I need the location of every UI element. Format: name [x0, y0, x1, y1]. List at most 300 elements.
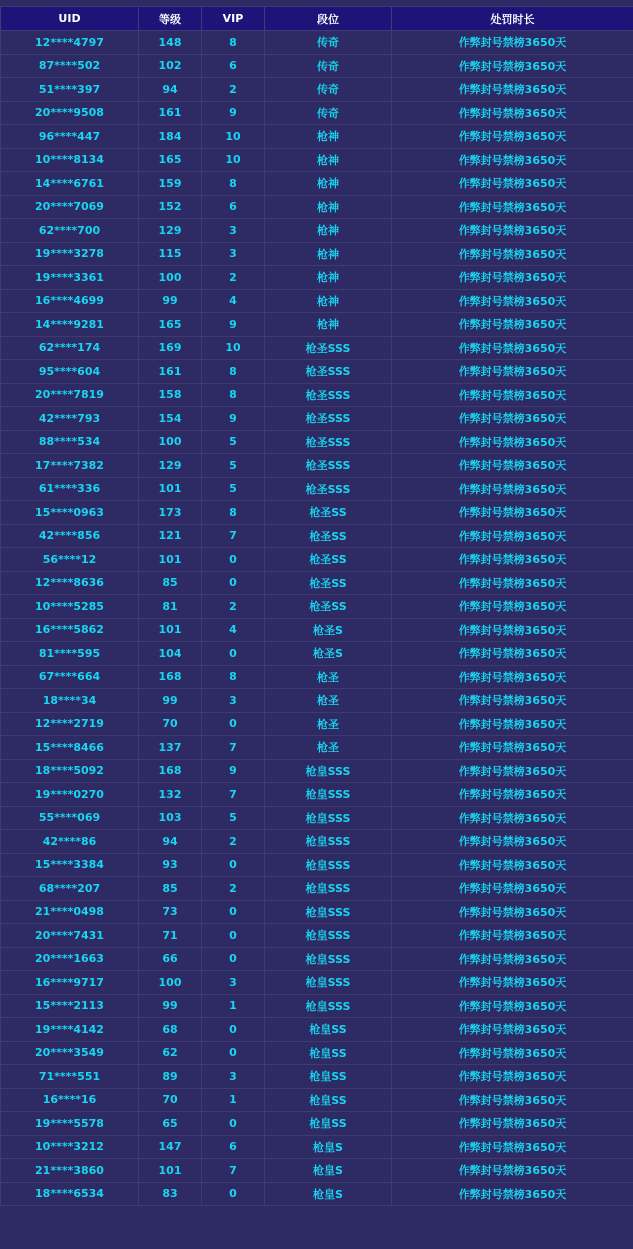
vip-cell: 3 [202, 971, 265, 995]
penalty-cell: 作弊封号禁榜3650天 [392, 360, 633, 384]
level-cell: 66 [139, 947, 202, 971]
penalty-cell: 作弊封号禁榜3650天 [392, 242, 633, 266]
level-cell: 129 [139, 219, 202, 243]
rank-cell: 枪皇SSS [265, 806, 392, 830]
vip-cell: 5 [202, 806, 265, 830]
level-cell: 115 [139, 242, 202, 266]
penalty-cell: 作弊封号禁榜3650天 [392, 924, 633, 948]
rank-cell: 枪皇SSS [265, 971, 392, 995]
table-row [1, 336, 633, 360]
table-row [1, 689, 633, 713]
rank-cell: 枪圣S [265, 642, 392, 666]
uid-cell: 16****5862 [1, 618, 139, 642]
rank-cell: 枪圣SSS [265, 360, 392, 384]
vip-cell: 2 [202, 266, 265, 290]
penalty-cell: 作弊封号禁榜3650天 [392, 266, 633, 290]
vip-cell: 9 [202, 407, 265, 431]
level-cell: 89 [139, 1065, 202, 1089]
vip-cell: 8 [202, 360, 265, 384]
rank-cell: 枪圣SS [265, 524, 392, 548]
vip-cell: 3 [202, 689, 265, 713]
table-row [1, 148, 633, 172]
level-cell: 161 [139, 360, 202, 384]
table-row [1, 736, 633, 760]
level-cell: 93 [139, 853, 202, 877]
rank-cell: 枪圣SS [265, 548, 392, 572]
uid-cell: 10****8134 [1, 148, 139, 172]
table-row [1, 78, 633, 102]
rank-cell: 枪神 [265, 289, 392, 313]
level-cell: 129 [139, 454, 202, 478]
penalty-cell: 作弊封号禁榜3650天 [392, 1135, 633, 1159]
penalty-cell: 作弊封号禁榜3650天 [392, 994, 633, 1018]
vip-cell: 0 [202, 947, 265, 971]
uid-cell: 68****207 [1, 877, 139, 901]
vip-cell: 8 [202, 501, 265, 525]
rank-cell: 枪皇SS [265, 1065, 392, 1089]
table-row [1, 900, 633, 924]
table-row [1, 101, 633, 125]
penalty-cell: 作弊封号禁榜3650天 [392, 289, 633, 313]
uid-cell: 20****1663 [1, 947, 139, 971]
ban-list-table [0, 6, 633, 1206]
penalty-cell: 作弊封号禁榜3650天 [392, 78, 633, 102]
rank-cell: 枪圣SSS [265, 407, 392, 431]
vip-cell: 3 [202, 219, 265, 243]
penalty-cell: 作弊封号禁榜3650天 [392, 383, 633, 407]
uid-cell: 42****86 [1, 830, 139, 854]
level-cell: 99 [139, 689, 202, 713]
vip-cell: 8 [202, 172, 265, 196]
column-header-vip: VIP [202, 7, 265, 31]
penalty-cell: 作弊封号禁榜3650天 [392, 1018, 633, 1042]
vip-cell: 0 [202, 900, 265, 924]
uid-cell: 19****5578 [1, 1112, 139, 1136]
rank-cell: 枪皇S [265, 1182, 392, 1206]
rank-cell: 枪皇SS [265, 1041, 392, 1065]
table-row [1, 242, 633, 266]
penalty-cell: 作弊封号禁榜3650天 [392, 877, 633, 901]
table-row [1, 571, 633, 595]
table-row [1, 313, 633, 337]
uid-cell: 18****6534 [1, 1182, 139, 1206]
vip-cell: 0 [202, 924, 265, 948]
uid-cell: 62****700 [1, 219, 139, 243]
vip-cell: 8 [202, 383, 265, 407]
vip-cell: 2 [202, 595, 265, 619]
vip-cell: 0 [202, 1112, 265, 1136]
penalty-cell: 作弊封号禁榜3650天 [392, 830, 633, 854]
penalty-cell: 作弊封号禁榜3650天 [392, 407, 633, 431]
penalty-cell: 作弊封号禁榜3650天 [392, 642, 633, 666]
table-row [1, 665, 633, 689]
level-cell: 173 [139, 501, 202, 525]
rank-cell: 枪皇S [265, 1159, 392, 1183]
uid-cell: 12****8636 [1, 571, 139, 595]
level-cell: 100 [139, 266, 202, 290]
penalty-cell: 作弊封号禁榜3650天 [392, 125, 633, 149]
level-cell: 99 [139, 289, 202, 313]
penalty-cell: 作弊封号禁榜3650天 [392, 31, 633, 55]
table-row [1, 172, 633, 196]
uid-cell: 14****9281 [1, 313, 139, 337]
rank-cell: 枪圣SSS [265, 383, 392, 407]
rank-cell: 枪神 [265, 125, 392, 149]
vip-cell: 5 [202, 454, 265, 478]
vip-cell: 3 [202, 242, 265, 266]
uid-cell: 21****0498 [1, 900, 139, 924]
rank-cell: 枪神 [265, 195, 392, 219]
table-body [1, 31, 633, 1206]
level-cell: 73 [139, 900, 202, 924]
level-cell: 137 [139, 736, 202, 760]
penalty-cell: 作弊封号禁榜3650天 [392, 524, 633, 548]
uid-cell: 17****7382 [1, 454, 139, 478]
uid-cell: 20****3549 [1, 1041, 139, 1065]
penalty-cell: 作弊封号禁榜3650天 [392, 806, 633, 830]
rank-cell: 枪皇SSS [265, 783, 392, 807]
uid-cell: 15****2113 [1, 994, 139, 1018]
rank-cell: 枪圣SSS [265, 454, 392, 478]
vip-cell: 10 [202, 125, 265, 149]
rank-cell: 传奇 [265, 101, 392, 125]
table-header [1, 7, 633, 31]
column-header-uid: UID [1, 7, 139, 31]
table-row [1, 712, 633, 736]
uid-cell: 16****9717 [1, 971, 139, 995]
rank-cell: 枪皇SSS [265, 924, 392, 948]
uid-cell: 15****8466 [1, 736, 139, 760]
vip-cell: 3 [202, 1065, 265, 1089]
rank-cell: 枪皇SSS [265, 853, 392, 877]
vip-cell: 1 [202, 994, 265, 1018]
penalty-cell: 作弊封号禁榜3650天 [392, 313, 633, 337]
uid-cell: 19****0270 [1, 783, 139, 807]
level-cell: 65 [139, 1112, 202, 1136]
table-row [1, 195, 633, 219]
penalty-cell: 作弊封号禁榜3650天 [392, 947, 633, 971]
penalty-cell: 作弊封号禁榜3650天 [392, 900, 633, 924]
level-cell: 100 [139, 971, 202, 995]
uid-cell: 19****3278 [1, 242, 139, 266]
table-row [1, 383, 633, 407]
rank-cell: 枪皇SS [265, 1018, 392, 1042]
vip-cell: 0 [202, 571, 265, 595]
level-cell: 99 [139, 994, 202, 1018]
rank-cell: 枪圣SS [265, 501, 392, 525]
rank-cell: 枪皇SS [265, 1112, 392, 1136]
header-row [1, 7, 633, 31]
level-cell: 168 [139, 665, 202, 689]
table-row [1, 994, 633, 1018]
penalty-cell: 作弊封号禁榜3650天 [392, 548, 633, 572]
level-cell: 132 [139, 783, 202, 807]
vip-cell: 0 [202, 1041, 265, 1065]
level-cell: 154 [139, 407, 202, 431]
vip-cell: 6 [202, 1135, 265, 1159]
rank-cell: 枪皇SSS [265, 947, 392, 971]
uid-cell: 12****4797 [1, 31, 139, 55]
level-cell: 165 [139, 313, 202, 337]
rank-cell: 枪皇SSS [265, 830, 392, 854]
table-row [1, 1088, 633, 1112]
level-cell: 168 [139, 759, 202, 783]
level-cell: 85 [139, 877, 202, 901]
penalty-cell: 作弊封号禁榜3650天 [392, 971, 633, 995]
rank-cell: 传奇 [265, 78, 392, 102]
uid-cell: 88****534 [1, 430, 139, 454]
table-row [1, 806, 633, 830]
level-cell: 70 [139, 712, 202, 736]
penalty-cell: 作弊封号禁榜3650天 [392, 1065, 633, 1089]
uid-cell: 20****7431 [1, 924, 139, 948]
table-row [1, 266, 633, 290]
penalty-cell: 作弊封号禁榜3650天 [392, 665, 633, 689]
table-row [1, 360, 633, 384]
table-row [1, 1159, 633, 1183]
rank-cell: 枪皇SS [265, 1088, 392, 1112]
rank-cell: 传奇 [265, 31, 392, 55]
rank-cell: 枪圣SSS [265, 477, 392, 501]
level-cell: 94 [139, 78, 202, 102]
uid-cell: 10****5285 [1, 595, 139, 619]
penalty-cell: 作弊封号禁榜3650天 [392, 712, 633, 736]
level-cell: 159 [139, 172, 202, 196]
penalty-cell: 作弊封号禁榜3650天 [392, 618, 633, 642]
table-row [1, 430, 633, 454]
penalty-cell: 作弊封号禁榜3650天 [392, 736, 633, 760]
level-cell: 94 [139, 830, 202, 854]
table-row [1, 642, 633, 666]
penalty-cell: 作弊封号禁榜3650天 [392, 1041, 633, 1065]
column-header-rank: 段位 [265, 7, 392, 31]
vip-cell: 6 [202, 54, 265, 78]
table-row [1, 618, 633, 642]
uid-cell: 42****856 [1, 524, 139, 548]
level-cell: 152 [139, 195, 202, 219]
table-row [1, 924, 633, 948]
rank-cell: 枪皇S [265, 1135, 392, 1159]
uid-cell: 67****664 [1, 665, 139, 689]
penalty-cell: 作弊封号禁榜3650天 [392, 172, 633, 196]
table-row [1, 1041, 633, 1065]
penalty-cell: 作弊封号禁榜3650天 [392, 195, 633, 219]
rank-cell: 枪神 [265, 172, 392, 196]
level-cell: 184 [139, 125, 202, 149]
level-cell: 147 [139, 1135, 202, 1159]
level-cell: 121 [139, 524, 202, 548]
table-row [1, 1182, 633, 1206]
table-row [1, 759, 633, 783]
column-header-penalty: 处罚时长 [392, 7, 633, 31]
uid-cell: 16****4699 [1, 289, 139, 313]
penalty-cell: 作弊封号禁榜3650天 [392, 783, 633, 807]
uid-cell: 12****2719 [1, 712, 139, 736]
penalty-cell: 作弊封号禁榜3650天 [392, 1112, 633, 1136]
rank-cell: 枪神 [265, 242, 392, 266]
level-cell: 161 [139, 101, 202, 125]
level-cell: 101 [139, 618, 202, 642]
rank-cell: 枪圣SS [265, 595, 392, 619]
table-row [1, 783, 633, 807]
table-row [1, 1018, 633, 1042]
level-cell: 169 [139, 336, 202, 360]
rank-cell: 枪圣 [265, 689, 392, 713]
uid-cell: 20****7069 [1, 195, 139, 219]
level-cell: 102 [139, 54, 202, 78]
vip-cell: 6 [202, 195, 265, 219]
vip-cell: 5 [202, 430, 265, 454]
penalty-cell: 作弊封号禁榜3650天 [392, 454, 633, 478]
table-row [1, 407, 633, 431]
rank-cell: 枪神 [265, 313, 392, 337]
rank-cell: 枪圣 [265, 736, 392, 760]
table-row [1, 54, 633, 78]
uid-cell: 19****3361 [1, 266, 139, 290]
penalty-cell: 作弊封号禁榜3650天 [392, 759, 633, 783]
vip-cell: 7 [202, 736, 265, 760]
uid-cell: 19****4142 [1, 1018, 139, 1042]
rank-cell: 枪圣SS [265, 571, 392, 595]
level-cell: 158 [139, 383, 202, 407]
vip-cell: 2 [202, 877, 265, 901]
level-cell: 104 [139, 642, 202, 666]
table-row [1, 1112, 633, 1136]
penalty-cell: 作弊封号禁榜3650天 [392, 1159, 633, 1183]
vip-cell: 7 [202, 1159, 265, 1183]
uid-cell: 62****174 [1, 336, 139, 360]
rank-cell: 枪神 [265, 266, 392, 290]
vip-cell: 0 [202, 1182, 265, 1206]
level-cell: 101 [139, 548, 202, 572]
uid-cell: 42****793 [1, 407, 139, 431]
level-cell: 62 [139, 1041, 202, 1065]
vip-cell: 1 [202, 1088, 265, 1112]
level-cell: 165 [139, 148, 202, 172]
uid-cell: 20****9508 [1, 101, 139, 125]
table-row [1, 877, 633, 901]
vip-cell: 10 [202, 336, 265, 360]
level-cell: 85 [139, 571, 202, 595]
level-cell: 100 [139, 430, 202, 454]
uid-cell: 18****34 [1, 689, 139, 713]
vip-cell: 9 [202, 101, 265, 125]
table-row [1, 971, 633, 995]
table-row [1, 1135, 633, 1159]
penalty-cell: 作弊封号禁榜3650天 [392, 477, 633, 501]
rank-cell: 枪神 [265, 148, 392, 172]
penalty-cell: 作弊封号禁榜3650天 [392, 853, 633, 877]
uid-cell: 14****6761 [1, 172, 139, 196]
table-row [1, 501, 633, 525]
table-row [1, 31, 633, 55]
table-row [1, 947, 633, 971]
penalty-cell: 作弊封号禁榜3650天 [392, 501, 633, 525]
penalty-cell: 作弊封号禁榜3650天 [392, 430, 633, 454]
vip-cell: 0 [202, 712, 265, 736]
uid-cell: 61****336 [1, 477, 139, 501]
rank-cell: 枪圣SSS [265, 336, 392, 360]
penalty-cell: 作弊封号禁榜3650天 [392, 148, 633, 172]
vip-cell: 7 [202, 783, 265, 807]
penalty-cell: 作弊封号禁榜3650天 [392, 1182, 633, 1206]
level-cell: 71 [139, 924, 202, 948]
penalty-cell: 作弊封号禁榜3650天 [392, 101, 633, 125]
penalty-cell: 作弊封号禁榜3650天 [392, 54, 633, 78]
level-cell: 68 [139, 1018, 202, 1042]
uid-cell: 95****604 [1, 360, 139, 384]
uid-cell: 15****0963 [1, 501, 139, 525]
uid-cell: 81****595 [1, 642, 139, 666]
level-cell: 101 [139, 1159, 202, 1183]
table-row [1, 1065, 633, 1089]
vip-cell: 4 [202, 289, 265, 313]
vip-cell: 4 [202, 618, 265, 642]
rank-cell: 传奇 [265, 54, 392, 78]
uid-cell: 20****7819 [1, 383, 139, 407]
level-cell: 101 [139, 477, 202, 501]
level-cell: 83 [139, 1182, 202, 1206]
level-cell: 148 [139, 31, 202, 55]
table-row [1, 524, 633, 548]
vip-cell: 2 [202, 78, 265, 102]
vip-cell: 5 [202, 477, 265, 501]
table-row [1, 219, 633, 243]
rank-cell: 枪皇SSS [265, 994, 392, 1018]
penalty-cell: 作弊封号禁榜3650天 [392, 689, 633, 713]
vip-cell: 2 [202, 830, 265, 854]
rank-cell: 枪圣 [265, 665, 392, 689]
uid-cell: 55****069 [1, 806, 139, 830]
penalty-cell: 作弊封号禁榜3650天 [392, 571, 633, 595]
rank-cell: 枪皇SSS [265, 759, 392, 783]
vip-cell: 0 [202, 853, 265, 877]
table-row [1, 477, 633, 501]
rank-cell: 枪圣S [265, 618, 392, 642]
rank-cell: 枪圣 [265, 712, 392, 736]
uid-cell: 18****5092 [1, 759, 139, 783]
column-header-level: 等级 [139, 7, 202, 31]
uid-cell: 56****12 [1, 548, 139, 572]
table-row [1, 548, 633, 572]
level-cell: 103 [139, 806, 202, 830]
vip-cell: 0 [202, 548, 265, 572]
uid-cell: 96****447 [1, 125, 139, 149]
uid-cell: 71****551 [1, 1065, 139, 1089]
level-cell: 81 [139, 595, 202, 619]
vip-cell: 8 [202, 31, 265, 55]
vip-cell: 8 [202, 665, 265, 689]
table-row [1, 595, 633, 619]
vip-cell: 9 [202, 759, 265, 783]
vip-cell: 9 [202, 313, 265, 337]
penalty-cell: 作弊封号禁榜3650天 [392, 336, 633, 360]
table-row [1, 853, 633, 877]
uid-cell: 16****16 [1, 1088, 139, 1112]
uid-cell: 10****3212 [1, 1135, 139, 1159]
rank-cell: 枪神 [265, 219, 392, 243]
table-row [1, 830, 633, 854]
rank-cell: 枪皇SSS [265, 877, 392, 901]
table-row [1, 289, 633, 313]
vip-cell: 0 [202, 642, 265, 666]
uid-cell: 51****397 [1, 78, 139, 102]
penalty-cell: 作弊封号禁榜3650天 [392, 595, 633, 619]
level-cell: 70 [139, 1088, 202, 1112]
uid-cell: 15****3384 [1, 853, 139, 877]
penalty-cell: 作弊封号禁榜3650天 [392, 219, 633, 243]
penalty-cell: 作弊封号禁榜3650天 [392, 1088, 633, 1112]
